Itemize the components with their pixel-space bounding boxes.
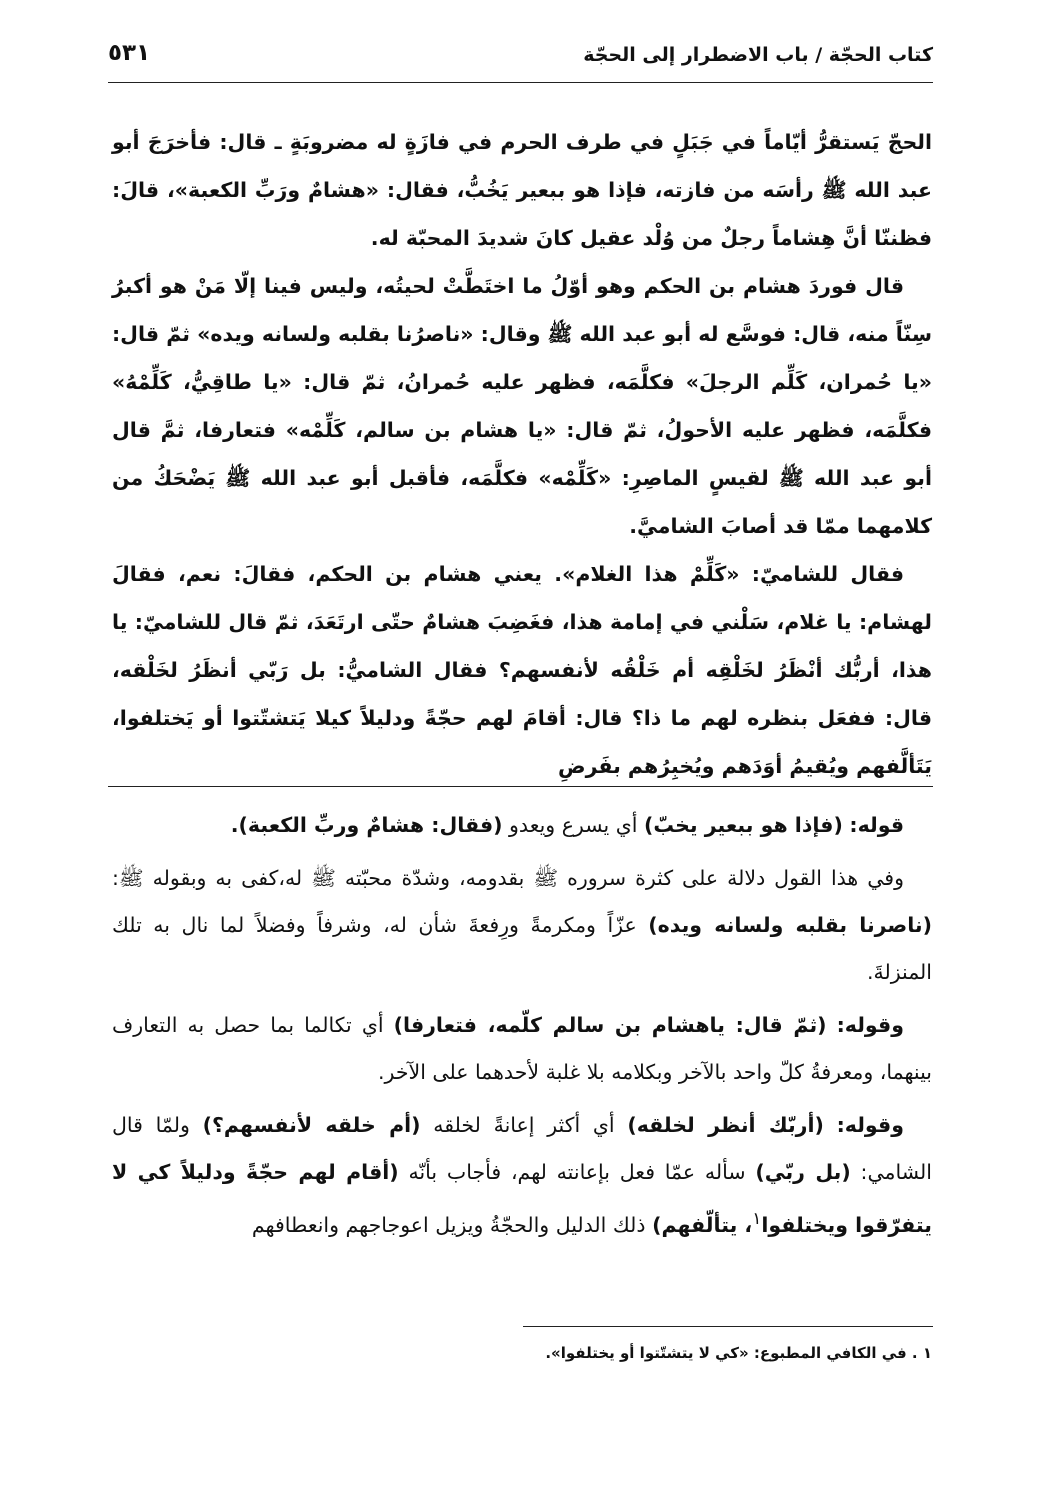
commentary-text: أي يسرع ويعدو [509,813,638,837]
commentary-text: ذلك الدليل والحجّةُ ويزيل اعوجاجهم وانعطافهم [251,1212,646,1237]
commentary-text: أي أكثر إعانةً لخلقه [433,1113,615,1137]
hadith-paragraph-3: فقال للشاميّ: «كَلِّمْ هذا الغلام». يعني هشام بن الحكم، فقالَ: نعم، فقالَ لهشام: يا غلام، سَلْني في إمامة هذا، فغَضِبَ هشامٌ حتّى ارتَعَدَ، ثمّ قال للشاميّ: يا هذا، أربُّك أنْظَرُ لخَلْقِه أم خَلْقُه لأنفسهم؟ فقال الشاميُّ: بل رَبّي أنظَرُ لخَلْقه، قال: ففعَل بنظره لهم ما ذا؟ قال: أقامَ لهم حجّةً ودليلاً كيلا يَتشتّتوا أو يَختلفوا، يَتَألَّفهم ويُقيمُ أوَدَهم ويُخبِرُهم بفَرضِ [112,562,932,778]
commentary-divider [108,786,933,787]
commentary-paragraph-3 [112,1002,932,1096]
commentary-label: وقوله: [836,1113,904,1137]
quoted-phrase: (فقال: هشامٌ وربِّ الكعبة). [230,813,503,837]
quoted-phrase: (فإذا هو ببعير يخبّ) [644,813,843,837]
commentary-paragraph-4 [112,1102,932,1249]
commentary-label: قوله: [849,813,904,837]
commentary-text: وفي هذا القول دلالة على كثرة سروره ﷺ بقدومه، وشدّة محبّته ﷺ له،كفى به وبقوله ﷺ: [112,866,904,890]
commentary-paragraph-1 [112,802,932,849]
commentary-text: سأله عمّا فعل بإعانته لهم، فأجاب بأنّه [408,1160,746,1184]
page-bottom-margin [0,1494,1043,1510]
footnote-reference[interactable]: ١ [752,1209,762,1229]
quoted-phrase: ، يتألّفهم) [652,1212,753,1237]
page-number: ٥٣١ [108,40,151,66]
page-header [108,36,933,80]
quoted-phrase: (أربّك أنظر لخلقه) [627,1113,824,1137]
commentary-text: ولمّا قال الشامي: [112,1113,932,1184]
quoted-phrase: (أقام لهم حجّةً ودليلاً كي لا يتفرّقوا ويختلفوا [112,1160,932,1237]
commentary-paragraph-2 [112,855,932,996]
commentary-section [112,802,932,1255]
hadith-paragraph-2: قال فوردَ هشام بن الحكم وهو أوّلُ ما اختَطَّتْ لحيتُه، وليس فينا إلّا مَنْ هو أكبرُ سِنّاً منه، قال: فوسَّع له أبو عبد الله ﷺ وقال: «ناصرُنا بقلبه ولسانه ويده» ثمّ قال: «يا حُمران، كَلِّم الرجلَ» فكلَّمَه، فظهر عليه حُمرانُ، ثمّ قال: «يا طاقِيُّ، كَلِّمْهُ» فكلَّمَه، فظهر عليه الأحولُ، ثمّ قال: «يا هشام بن سالم، كَلِّمْه» فتعارفا، ثمَّ قال أبو عبد الله ﷺ لقيسٍ الماصِرِ: «كَلِّمْه» فكلَّمَه، فأقبل أبو عبد الله ﷺ يَضْحَكُ من كلامهما ممّا قد أصابَ الشاميَّ. [111,274,932,538]
header-divider [108,82,933,83]
hadith-paragraph-1: الحجّ يَستقرُّ أيّاماً في جَبَلٍ في طرف الحرم في فازَةٍ له مضروبَةٍ ـ قال: فأخرَجَ أبو عبد الله ﷺ رأسَه من فازته، فإذا هو ببعير يَخُبُّ، فقال: «هشامٌ ورَبِّ الكعبة»، قالَ: فظننّا أنَّ هِشاماً رجلٌ من وُلْد عقيل كانَ شديدَ المحبّة له. [112,130,932,250]
hadith-text [112,118,932,790]
quoted-phrase: (أم خلقه لأنفسهم؟) [202,1113,421,1137]
quoted-phrase: (بل ربّي) [755,1160,851,1184]
commentary-text: عزّاً ومكرمةً ورِفعةَ شأن له، وشرفاً وفضلاً لما نال به تلك المنزلةَ. [112,913,932,984]
quoted-phrase: (ناصرنا بقلبه ولسانه ويده) [648,913,932,937]
quoted-phrase: (ثمّ قال: ياهشام بن سالم كلّمه، فتعارفا) [393,1013,827,1037]
footnote-divider [523,1326,933,1327]
footnote: ١ . في الكافي المطبوع: «كي لا يتشتّتوا أو يختلفوا». [545,1344,932,1362]
commentary-label: وقوله: [836,1013,904,1037]
commentary-text: أي تكالما بما حصل به التعارف بينهما، ومعرفةُ كلّ واحد بالآخر وبكلامه بلا غلبة لأحدهما على الآخر. [112,1013,932,1084]
running-title: كتاب الحجّة / باب الاضطرار إلى الحجّة [583,44,933,66]
